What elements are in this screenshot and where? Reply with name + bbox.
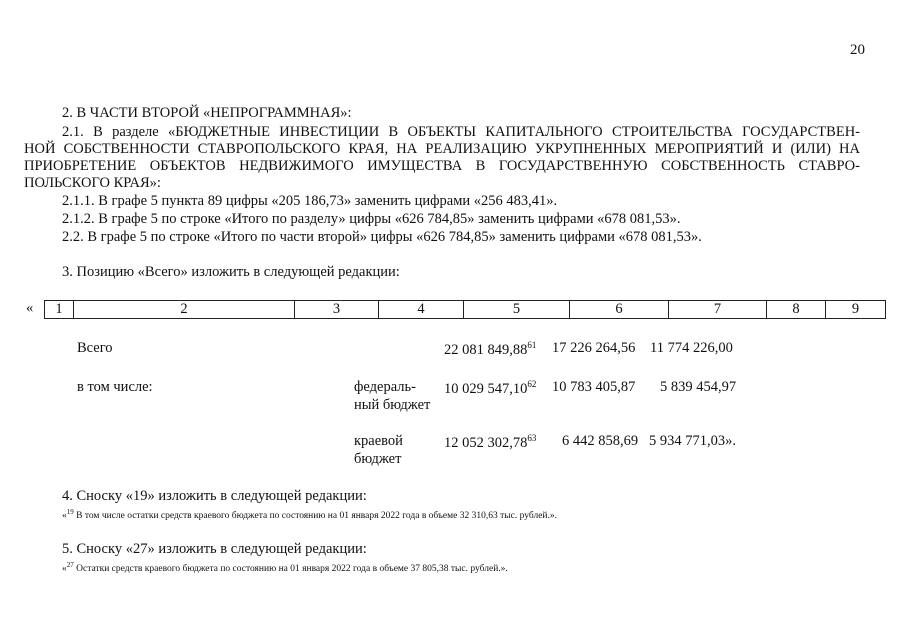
page-number: 20 [850,42,865,58]
paragraph-2-1-line-1: 2.1. В разделе «БЮДЖЕТНЫЕ ИНВЕСТИЦИИ В ОБЪЕКТЫ КАПИТАЛЬНОГО СТРОИТЕЛЬСТВА ГОСУДАРСТВЕН- [62,124,860,140]
paragraph-2-1-line-3: ПРИОБРЕТЕНИЕ ОБЪЕКТОВ НЕДВИЖИМОГО ИМУЩЕСТВА В ГОСУДАРСТВЕННУЮ СОБСТВЕННОСТЬ СТАВРО- [24,158,860,174]
paragraph-2-1-2: 2.1.2. В графе 5 по строке «Итого по разделу» цифры «626 784,85» заменить цифрами «678 081,53». [62,211,681,227]
section-heading: 2. В ЧАСТИ ВТОРОЙ «НЕПРОГРАММНАЯ»: [62,105,352,121]
federal-col7: 5 839 454,97 [660,379,737,395]
paragraph-2-1 [24,124,860,192]
column-6: 6 [570,301,669,319]
regional-label-line-1: краевой [354,433,403,449]
column-number-header [44,300,886,319]
column-3: 3 [295,301,379,319]
column-9: 9 [826,301,886,319]
regional-col7: 5 934 771,03». [649,433,736,449]
total-col6: 17 226 264,56 [552,340,636,356]
paragraph-5: 5. Сноску «27» изложить в следующей редакции: [62,541,367,557]
paragraph-3: 3. Позицию «Всего» изложить в следующей редакции: [62,264,400,280]
paragraph-2-2: 2.2. В графе 5 по строке «Итого по части второй» цифры «626 784,85» заменить цифрами «678 081,53». [62,229,702,245]
federal-col6: 10 783 405,87 [552,379,636,395]
federal-col5: 10 029 547,10$^{62}$ [444,379,537,397]
paragraph-2-1-1: 2.1.1. В графе 5 пункта 89 цифры «205 186,73» заменить цифрами «256 483,41». [62,193,558,209]
column-1: 1 [45,301,74,319]
regional-col5: 12 052 302,78$^{63}$ [444,433,537,451]
total-col7: 11 774 226,00 [650,340,733,356]
federal-label-line-1: федераль- [354,379,416,395]
paragraph-2-1-line-2: НОЙ СОБСТВЕННОСТИ СТАВРОПОЛЬСКОГО КРАЯ, НА РЕАЛИЗАЦИЮ УКРУПНЕННЫХ МЕРОПРИЯТИЙ И (ИЛИ) НА [24,141,860,157]
column-2: 2 [74,301,295,319]
total-label: Всего [77,340,113,356]
regional-col6: 6 442 858,69 [562,433,639,449]
paragraph-4: 4. Сноску «19» изложить в следующей редакции: [62,488,367,504]
total-col5: 22 081 849,88$^{61}$ [444,340,537,358]
federal-label-line-2: ный бюджет [354,397,431,413]
footnote-27: «$^{27}$ Остатки средств краевого бюджета по состоянию на 01 января 2022 года в объеме 37 805,38 тыс. рублей.». [62,561,508,574]
column-5: 5 [464,301,570,319]
column-7: 7 [669,301,767,319]
column-4: 4 [379,301,464,319]
footnote-19: «$^{19}$ В том числе остатки средств краевого бюджета по состоянию на 01 января 2022 года в объеме 32 310,63 тыс. рублей.». [62,508,558,521]
including-label: в том числе: [77,379,153,395]
regional-label-line-2: бюджет [354,451,402,467]
paragraph-2-1-line-4: ПОЛЬСКОГО КРАЯ»: [24,175,161,191]
column-8: 8 [767,301,826,319]
table-open-quote: « [26,300,34,316]
